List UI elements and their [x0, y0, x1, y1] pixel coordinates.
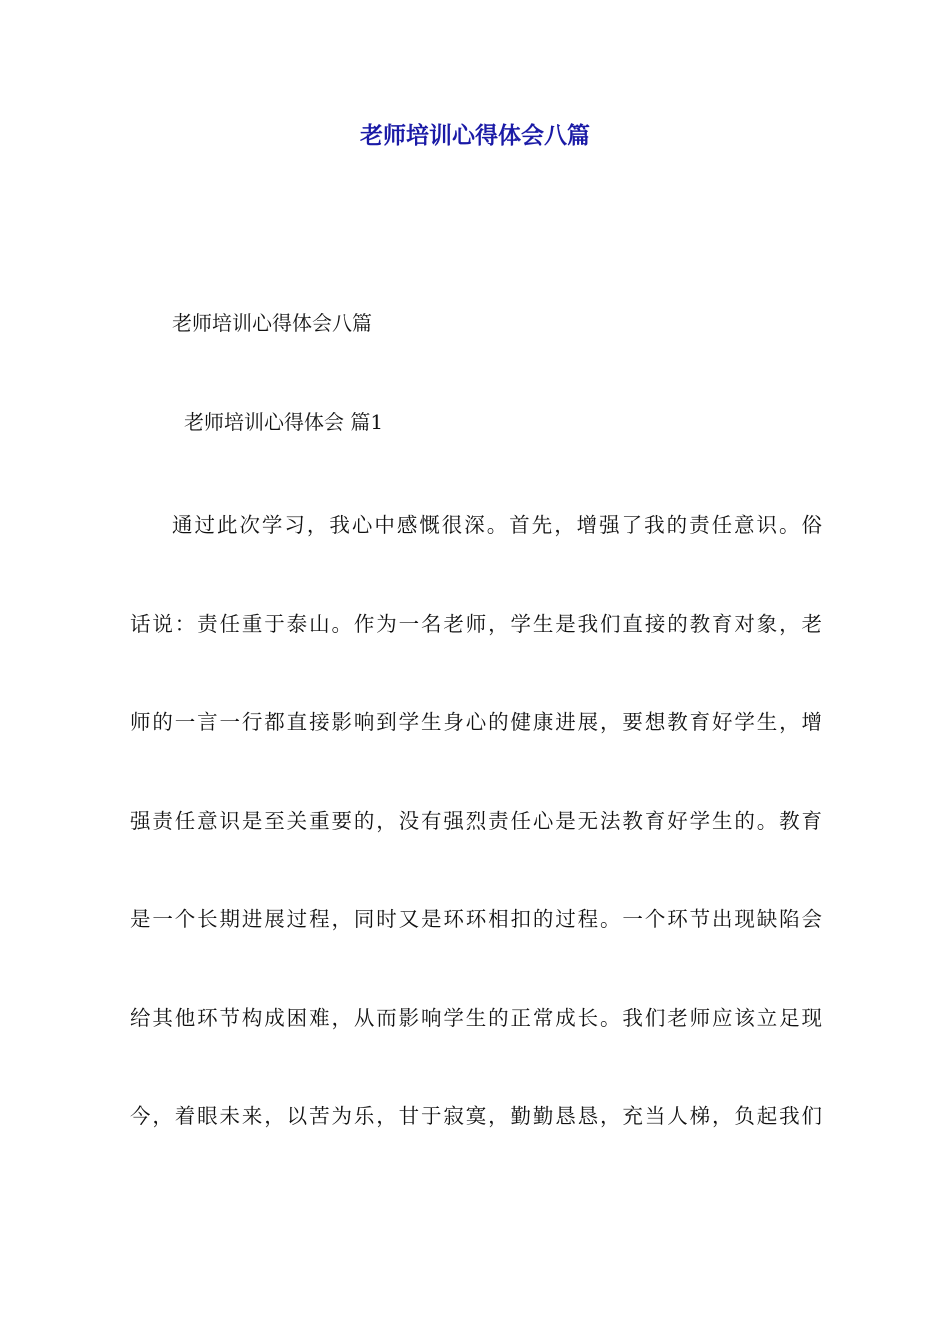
body-text — [130, 505, 822, 1195]
body-line: 通过此次学习，我心中感慨很深。首先，增强了我的责任意识。俗 — [172, 513, 822, 537]
document-heading: 老师培训心得体会八篇 — [172, 311, 372, 335]
body-line: 强责任意识是至关重要的，没有强烈责任心是无法教育好学生的。教育 — [130, 808, 822, 833]
body-line: 给其他环节构成困难，从而影响学生的正常成长。我们老师应该立足现 — [130, 1005, 822, 1030]
document-title: 老师培训心得体会八篇 — [360, 123, 590, 149]
section-title: 老师培训心得体会 篇1 — [184, 410, 384, 434]
body-line: 师的一言一行都直接影响到学生身心的健康进展，要想教育好学生，增 — [130, 710, 822, 734]
body-line: 话说：责任重于泰山。作为一名老师，学生是我们直接的教育对象，老 — [130, 611, 822, 636]
body-line: 是一个长期进展过程，同时又是环环相扣的过程。一个环节出现缺陷会 — [130, 907, 822, 931]
body-line: 今，着眼未来，以苦为乐，甘于寂寞，勤勤恳恳，充当人梯，负起我们 — [130, 1104, 822, 1128]
